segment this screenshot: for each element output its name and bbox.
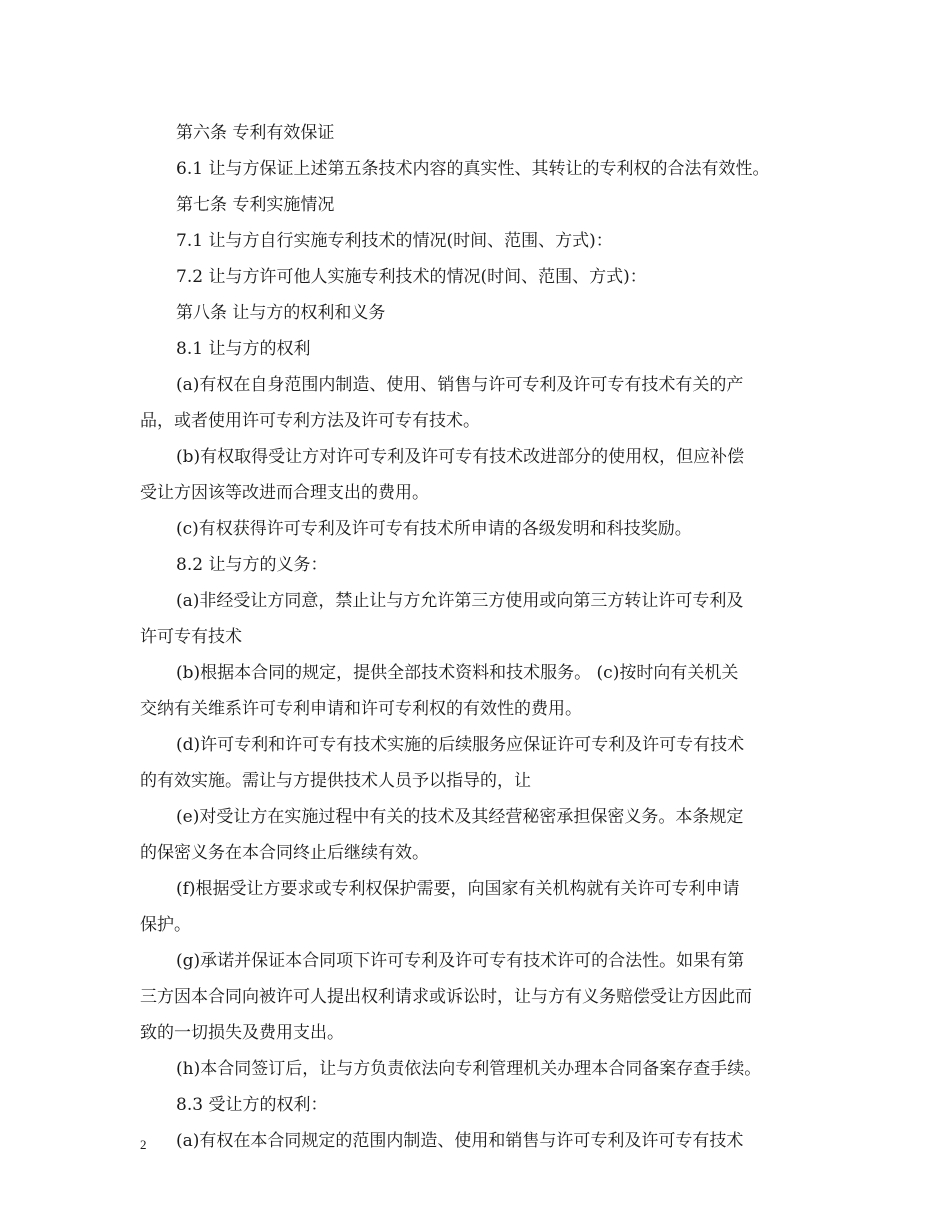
text-line: 6.1 让与方保证上述第五条技术内容的真实性、其转让的专利权的合法有效性。 (176, 159, 770, 179)
text-line: 三方因本合同向被许可人提出权利请求或诉讼时，让与方有义务赔偿受让方因此而 (140, 987, 752, 1007)
text-line: 8.3 受让方的权利： (176, 1095, 328, 1115)
text-line: 第七条 专利实施情况 (176, 195, 335, 215)
text-line: 7.1 让与方自行实施专利技术的情况(时间、范围、方式)： (176, 231, 613, 251)
text-line: 的保密义务在本合同终止后继续有效。 (140, 843, 429, 863)
text-line: (b)根据本合同的规定，提供全部技术资料和技术服务。 (c)按时向有关机关 (176, 663, 739, 683)
text-line: 第六条 专利有效保证 (176, 123, 335, 143)
text-line: (a)非经受让方同意，禁止让与方允许第三方使用或向第三方转让许可专利及 (176, 591, 744, 611)
text-line: (a)有权在自身范围内制造、使用、销售与许可专利及许可专有技术有关的产 (176, 375, 744, 395)
page-number: 2 (140, 1137, 147, 1152)
text-line: (a)有权在本合同规定的范围内制造、使用和销售与许可专利及许可专有技术 (176, 1131, 744, 1151)
text-line: (d)许可专利和许可专有技术实施的后续服务应保证许可专利及许可专有技术 (176, 735, 745, 755)
text-line: (c)有权获得许可专利及许可专有技术所申请的各级发明和科技奖励。 (176, 519, 692, 539)
text-line: (g)承诺并保证本合同项下许可专利及许可专有技术许可的合法性。如果有第 (176, 951, 745, 971)
text-line: (h)本合同签订后，让与方负责依法向专利管理机关办理本合同备案存查手续。 (176, 1059, 762, 1079)
text-line: 7.2 让与方许可他人实施专利技术的情况(时间、范围、方式)： (176, 267, 647, 287)
text-line: 8.2 让与方的义务： (176, 555, 328, 575)
text-line: 品，或者使用许可专利方法及许可专有技术。 (140, 411, 480, 431)
text-line: 保护。 (140, 915, 191, 935)
text-line: (e)对受让方在实施过程中有关的技术及其经营秘密承担保密义务。本条规定 (176, 807, 744, 827)
text-line: 第八条 让与方的权利和义务 (176, 303, 386, 323)
text-line: 8.1 让与方的权利 (176, 339, 311, 359)
text-line: 许可专有技术 (140, 627, 242, 647)
text-line: 的有效实施。需让与方提供技术人员予以指导的，让 (140, 771, 531, 791)
text-line: 受让方因该等改进而合理支出的费用。 (140, 483, 429, 503)
text-line: (f)根据受让方要求或专利权保护需要，向国家有关机构就有关许可专利申请 (176, 879, 740, 899)
text-line: 致的一切损失及费用支出。 (140, 1023, 344, 1043)
text-line: (b)有权取得受让方对许可专利及许可专有技术改进部分的使用权，但应补偿 (176, 447, 745, 467)
document-body (140, 115, 830, 1159)
text-line: 交纳有关维系许可专利申请和许可专利权的有效性的费用。 (140, 699, 582, 719)
